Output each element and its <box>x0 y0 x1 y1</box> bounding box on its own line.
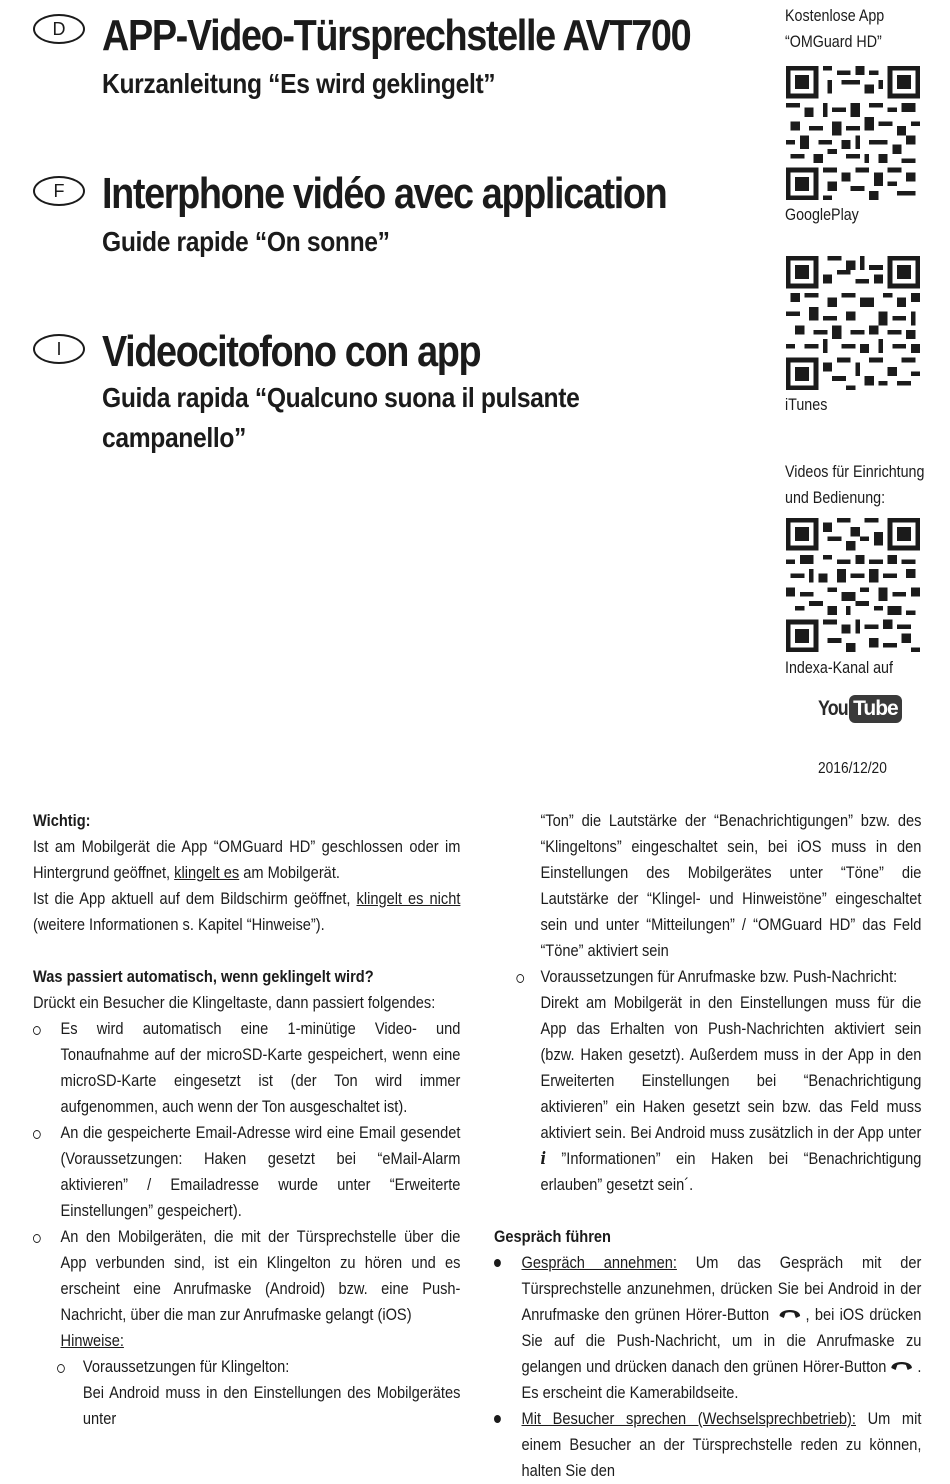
videos-label-line2: und Bedienung: <box>785 488 886 507</box>
wichtig-paragraph-1 <box>33 834 460 886</box>
googleplay-label: GooglePlay <box>785 205 859 224</box>
ring-bullet-icon <box>33 1026 41 1035</box>
youtube-qr-code[interactable] <box>786 518 920 652</box>
subtitle-it-line1: Guida rapida “Qualcuno suona il pulsante <box>102 382 580 413</box>
phone-handset-icon <box>778 1304 802 1322</box>
bullet-text-2: , bei iOS drücken Sie auf die Push-Nachricht, um in die Anrufmaske zu gelangen und drücken danach den grünen Hörer-Button <box>521 1305 922 1376</box>
bullet-text: Um das Gespräch mit der Türsprechstelle anzunehmen, drücken Sie bei Android in der Anrufmaske den grünen Hörer-Button <box>521 1253 922 1324</box>
intro-paragraph: Drückt ein Besucher die Klingeltaste, dann passiert folgendes: <box>33 993 436 1012</box>
app-label: Kostenlose App <box>785 6 885 25</box>
p1-underline: klingelt es <box>174 863 240 882</box>
p2-text-end: (weitere Informationen s. Kapitel “Hinweise”). <box>33 915 325 934</box>
p2-underline: klingelt es nicht <box>356 889 461 908</box>
sub2-text-end: ”Informationen” ein Haken bei “Benachrichtigung erlauben” gesetzt sein´. <box>540 1149 922 1194</box>
wichtig-heading: Wichtig: <box>33 811 91 830</box>
subtitle-it-line2: campanello” <box>102 422 247 453</box>
left-text-column <box>33 808 460 1432</box>
sub-bullet-text <box>494 990 921 1198</box>
continued-text: “Ton” die Lautstärke der “Benachrichtigungen” bzw. des “Klingeltons” eingeschaltet sein, bei iOS muss in den Einstellungen des Mobilgerätes unter “Töne” die Lautstärke der “Klingel- und Hinweistöne” eingeschaltet sein und unter “Mitteilungen” / “OMGuard HD” das Feld “Töne” aktiviert sein <box>540 811 922 960</box>
document-date: 2016/12/20 <box>818 760 887 777</box>
list-item <box>33 1120 460 1224</box>
hinweise-label: Hinweise: <box>60 1331 124 1350</box>
list-item <box>33 1224 460 1354</box>
ring-bullet-icon <box>33 1234 41 1243</box>
sub-list-item <box>33 1354 460 1380</box>
gespraech-heading: Gespräch führen <box>494 1227 612 1246</box>
right-text-column <box>494 808 921 1484</box>
list-item <box>33 1016 460 1120</box>
itunes-label: iTunes <box>785 395 828 414</box>
channel-label: Indexa-Kanal auf <box>785 658 893 677</box>
youtube-logo[interactable] <box>818 695 902 723</box>
subtitle-fr: Guide rapide “On sonne” <box>102 226 390 257</box>
bullet-dot-icon <box>494 1415 501 1423</box>
sub-bullet-text: Bei Android muss in den Einstellungen des Mobilgerätes unter <box>82 1383 461 1428</box>
app-name-label: “OMGuard HD” <box>785 32 882 51</box>
bullet-text: Es wird automatisch eine 1-minütige Video- und Tonaufnahme auf der microSD-Karte gespeichert, wenn eine microSD-Karte eingesetzt ist (der Ton wird immer aufgenommen, auch wenn der Ton ausgeschaltet ist). <box>60 1019 461 1116</box>
phone-handset-icon <box>890 1356 914 1374</box>
subtitle-de: Kurzanleitung “Es wird geklingelt” <box>102 68 496 99</box>
ring-bullet-icon <box>516 974 524 983</box>
title-de: APP-Video-Türsprechstelle AVT700 <box>102 11 691 60</box>
language-badge-de: D <box>33 14 85 44</box>
bullet-underline: Gespräch annehmen: <box>521 1253 677 1272</box>
videos-label-line1: Videos für Einrichtung <box>785 462 925 481</box>
list-item <box>494 1250 921 1406</box>
was-passiert-heading: Was passiert automatisch, wenn geklingelt wird? <box>33 967 374 986</box>
info-icon: i <box>540 1149 547 1169</box>
title-it: Videocitofono con app <box>102 327 481 376</box>
wichtig-paragraph-2 <box>33 886 460 938</box>
ring-bullet-icon <box>33 1130 41 1139</box>
bullet-dot-icon <box>494 1259 501 1267</box>
sub-list-item <box>494 964 921 990</box>
p1-text-end: am Mobilgerät. <box>239 863 340 882</box>
ring-bullet-icon <box>57 1364 65 1373</box>
list-item <box>494 1406 921 1484</box>
bullet-text: An den Mobilgeräten, die mit der Türsprechstelle über die App verbunden sind, ist ein Klingelton zu hören und es erscheint eine Anrufmaske (Android) bzw. eine Push-Nachricht, über die man zur Anrufmaske gelangt (iOS) <box>60 1227 461 1324</box>
bullet-text: An die gespeicherte Email-Adresse wird eine Email gesendet (Voraussetzungen: Haken gesetzt bei “eMail-Alarm aktivieren” / Emailadresse wurde unter “Erweiterte Einstellungen” gespeichert). <box>60 1123 461 1220</box>
sub-bullet-title: Voraussetzungen für Klingelton: <box>82 1357 290 1376</box>
language-badge-it: I <box>33 334 85 364</box>
googleplay-qr-code[interactable] <box>786 66 920 200</box>
sub-bullet-title: Voraussetzungen für Anrufmaske bzw. Push-Nachricht: <box>540 967 898 986</box>
sub2-text: Direkt am Mobilgerät in den Einstellungen muss für die App das Erhalten von Push-Nachrichten aktiviert sein (bzw. Haken gesetzt). Außerdem muss in der App in den Erweiterten Einstellungen bei “Benachrichtigung aktivieren” ein Haken gesetzt sein bzw. das Feld muss aktiviert sein. Bei Android muss zusätzlich in der App unter <box>540 993 922 1142</box>
youtube-logo-you: You <box>818 697 848 720</box>
bullet-text-3: . Es erscheint die Kamerabildseite. <box>521 1357 922 1402</box>
language-badge-fr: F <box>33 176 85 206</box>
p1-text: Ist am Mobilgerät die App “OMGuard HD” geschlossen oder im Hintergrund geöffnet, <box>33 837 461 882</box>
title-fr: Interphone vidéo avec application <box>102 169 667 218</box>
p2-text: Ist die App aktuell auf dem Bildschirm geöffnet, <box>33 889 357 908</box>
youtube-logo-tube: Tube <box>849 695 902 723</box>
bullet-text: Um mit einem Besucher an der Türsprechstelle reden zu können, halten Sie den <box>521 1409 922 1480</box>
bullet-underline: Mit Besucher sprechen (Wechselsprechbetrieb): <box>521 1409 856 1428</box>
itunes-qr-code[interactable] <box>786 256 920 390</box>
